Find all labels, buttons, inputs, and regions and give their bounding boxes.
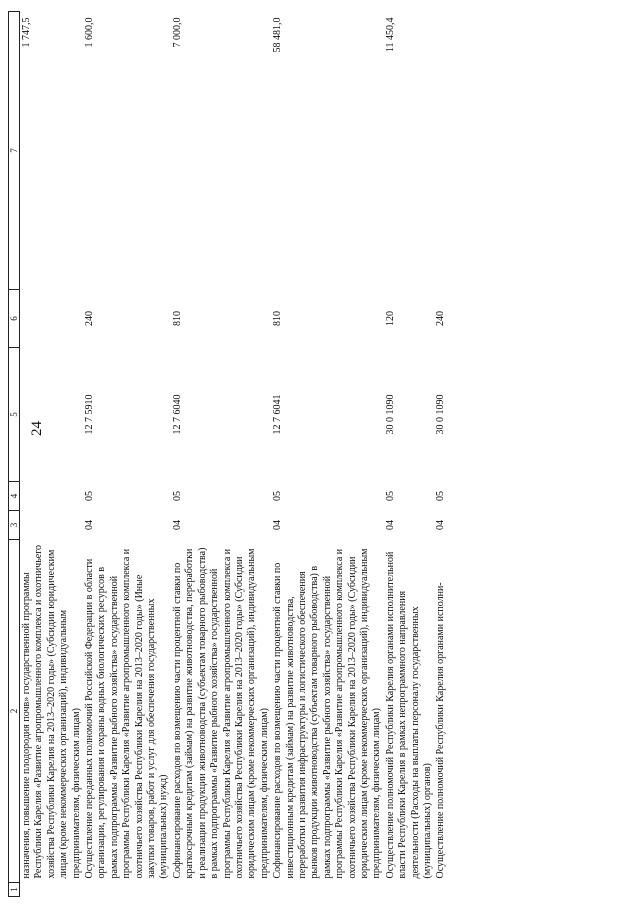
table-row xyxy=(20,12,84,897)
expense-type-code: 240 xyxy=(435,311,447,326)
budget-table-page xyxy=(8,12,573,897)
page-number: 24 xyxy=(29,421,45,436)
subsection-code: 05 xyxy=(84,491,96,501)
expense-description: Осуществление полномочий Республики Карелия органами исполнительной власти Республики Карелия в рамках непрограммного направления деятельности (Расходы на выплаты персоналу государственных (муниципальных) органов) xyxy=(384,551,433,879)
amount: 58 481,0 xyxy=(272,17,284,53)
amount: 7 000,0 xyxy=(171,17,183,48)
target-article-code: 12 7 6041 xyxy=(272,394,284,435)
subsection-code: 05 xyxy=(384,491,396,501)
column-header: 2 xyxy=(9,540,20,883)
table-row xyxy=(384,12,435,897)
section-code: 04 xyxy=(84,520,96,530)
table-row xyxy=(83,12,171,897)
expense-description: Осуществление полномочий Республики Карелия органами исполни- xyxy=(435,582,447,879)
expense-type-code xyxy=(20,290,84,348)
column-header: 7 xyxy=(9,12,20,290)
amount: 1 600,0 xyxy=(84,17,96,48)
section-code: 04 xyxy=(171,520,183,530)
table-row xyxy=(171,12,271,897)
expense-type-code: 810 xyxy=(171,311,183,326)
column-header: 1 xyxy=(9,883,20,897)
subsection-code xyxy=(20,482,84,511)
section-code: 04 xyxy=(435,520,447,530)
column-header: 5 xyxy=(9,348,20,482)
amount: 11 450,4 xyxy=(384,17,396,53)
amount xyxy=(434,12,447,290)
target-article-code: 30 0 1090 xyxy=(384,394,396,435)
column-number-header xyxy=(9,12,20,897)
expense-description: назначения, повышение плодородия почв» государственной программы Республики Карелия «Развитие агропромышленного комплекса и охотничьего хозяйства Республики Карелия на 2013–2020 годы» (Субсидии юридическим лицам (кроме некоммерческих организаций), индивидуальным предпринимателям, физическим лицам) xyxy=(21,544,82,879)
target-article-code: 12 7 5910 xyxy=(84,394,96,435)
section-code: 04 xyxy=(272,520,284,530)
subsection-code: 05 xyxy=(272,491,284,501)
expense-type-code: 240 xyxy=(84,311,96,326)
subsection-code: 05 xyxy=(435,491,447,501)
section-code: 04 xyxy=(384,520,396,530)
column-header: 6 xyxy=(9,290,20,348)
expense-description: Софинансирование расходов по возмещению части процентной ставки по краткосрочным кредитам (займам) на развитие животноводства, переработки и реализации продукции животноводства (субъектам товарного рыбоводства) в рамках подпрограммы «Развитие рыбного хозяйства» государственной программы Республики Карелия «Развитие агропромышленного комплекса и охотничьего хозяйства Республики Карелия на 2013–2020 годы» (Субсидии юридическим лицам (кроме некоммерческих организаций), индивидуальным предпринимателям, физическим лицам) xyxy=(171,547,270,879)
column-header: 4 xyxy=(9,482,20,511)
table-row xyxy=(271,12,384,897)
section-code xyxy=(20,511,84,540)
amount: 1 747,5 xyxy=(21,17,32,48)
column-header: 3 xyxy=(9,511,20,540)
target-article-code: 12 7 6040 xyxy=(171,394,183,435)
expense-description: Осуществление переданных полномочий Российской Федерации в области организации, регулирования и охраны водных биологических ресурсов в рамках подпрограммы «Развитие рыбного хозяйства» государственной программы Республики Карелия «Развитие агропромышленного комплекса и охотничьего хозяйства Республики Карелия на 2013–2020 годы» (Иные закупки товаров, работ и услуг для обеспечения государственных (муниципальных) нужд) xyxy=(84,548,170,879)
table-row xyxy=(434,12,447,897)
expense-description: Софинансирование расходов по возмещению части процентной ставки по инвестиционным кредитам (займам) на развитие животноводства, переработки и развития инфраструктуры и логистического обеспечения рынков продукции животноводства (субъектам товарного рыбоводства) в рамках подпрограммы «Развитие рыбного хозяйства» государственной программы Республики Карелия «Развитие агропромышленного комплекса и охотничьего хозяйства Республики Карелия на 2013–2020 годы» (Субсидии юридическим лицам (кроме некоммерческих организаций), индивидуальным предпринимателям, физическим лицам) xyxy=(272,548,383,879)
target-article-code xyxy=(20,348,84,482)
expense-type-code: 810 xyxy=(272,311,284,326)
subsection-code: 05 xyxy=(171,491,183,501)
expense-type-code: 120 xyxy=(384,311,396,326)
budget-table xyxy=(8,11,448,897)
target-article-code: 30 0 1090 xyxy=(435,394,447,435)
